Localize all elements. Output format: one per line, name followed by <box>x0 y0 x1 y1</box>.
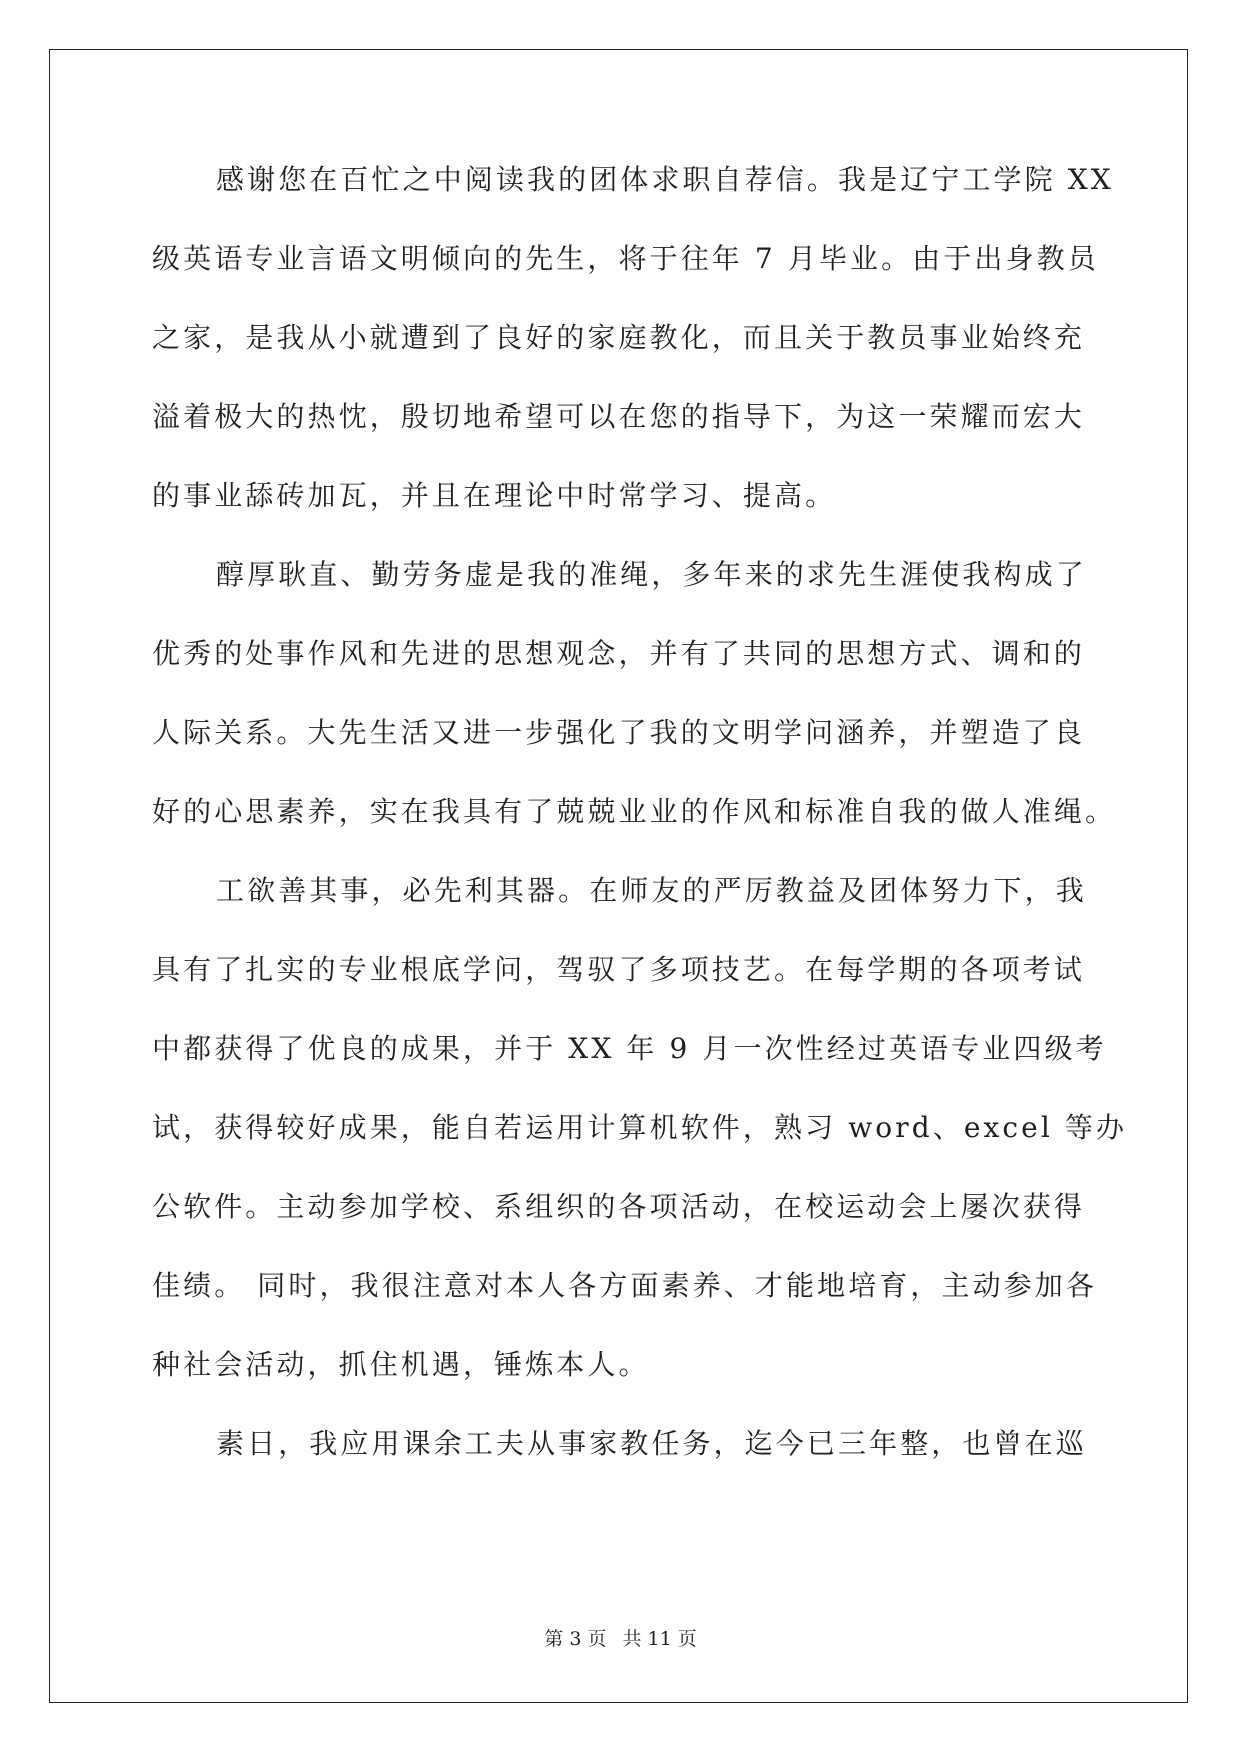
paragraph-4-line: 素日，我应用课余工夫从事家教任务，迄今已三年整，也曾在巡 <box>216 1427 1087 1460</box>
paragraph-3-line: 工欲善其事，必先利其器。在师友的严厉教益及团体努力下，我 <box>216 874 1087 907</box>
paragraph-3-line: 佳绩。 同时，我很注意对本人各方面素养、才能地培育，主动参加各 <box>152 1269 1098 1302</box>
paragraph-1-line: 之家，是我从小就遭到了良好的家庭教化，而且关于教员事业始终充 <box>152 321 1086 354</box>
paragraph-1-line: 感谢您在百忙之中阅读我的团体求职自荐信。我是辽宁工学院 XX <box>216 163 1114 196</box>
paragraph-3-line: 种社会活动，抓住机遇，锤炼本人。 <box>152 1348 650 1381</box>
paragraph-2-line: 人际关系。大先生活又进一步强化了我的文明学问涵养，并塑造了良 <box>152 716 1086 749</box>
document-body <box>152 163 1128 1506</box>
paragraph-1-line: 溢着极大的热忱，殷切地希望可以在您的指导下，为这一荣耀而宏大 <box>152 400 1086 433</box>
paragraph-3-line: 中都获得了优良的成果，并于 XX 年 9 月一次性经过英语专业四级考 <box>152 1032 1107 1065</box>
page-footer <box>0 1627 1241 1651</box>
paragraph-3-line: 具有了扎实的专业根底学问，驾驭了多项技艺。在每学期的各项考试 <box>152 953 1086 986</box>
paragraph-2-line: 醇厚耿直、勤劳务虚是我的准绳，多年来的求先生涯使我构成了 <box>216 558 1087 591</box>
paragraph-2-line: 好的心思素养，实在我具有了兢兢业业的作风和标准自我的做人准绳。 <box>152 795 1117 828</box>
page-total: 共 11 页 <box>622 1628 697 1650</box>
paragraph-1-line: 的事业舔砖加瓦，并且在理论中时常学习、提高。 <box>152 479 837 512</box>
paragraph-3-line: 试，获得较好成果，能自若运用计算机软件，熟习 word、excel 等办 <box>152 1111 1128 1144</box>
paragraph-3-line: 公软件。主动参加学校、系组织的各项活动，在校运动会上屡次获得 <box>152 1190 1086 1223</box>
page-number: 第 3 页 <box>544 1628 607 1650</box>
paragraph-1-line: 级英语专业言语文明倾向的先生，将于往年 7 月毕业。由于出身教员 <box>152 242 1099 275</box>
paragraph-2-line: 优秀的处事作风和先进的思想观念，并有了共同的思想方式、调和的 <box>152 637 1086 670</box>
